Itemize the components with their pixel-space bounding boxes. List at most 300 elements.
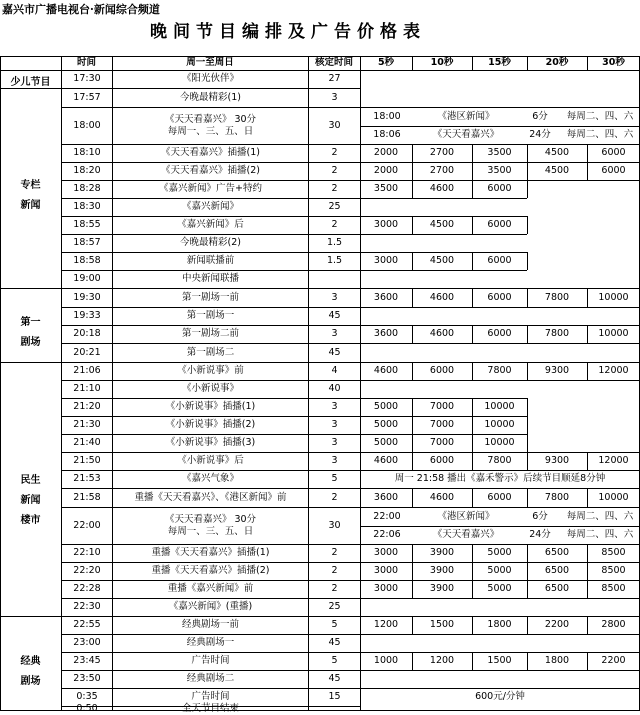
row-border (360, 325, 640, 326)
price-cell: 3600 (373, 328, 399, 339)
row-time: 23:45 (73, 655, 101, 666)
price-cell: 3900 (429, 547, 455, 558)
price-cell: 3000 (373, 565, 399, 576)
note-days: 每周二、四、六 (566, 129, 634, 140)
row-border (61, 544, 360, 545)
note-length: 24分 (529, 129, 551, 140)
row-col-line (360, 198, 361, 216)
column-header: 核定时间 (314, 57, 353, 68)
row-border (61, 562, 360, 563)
row-border (61, 416, 360, 417)
price-cell: 1500 (429, 619, 455, 630)
row-border (360, 380, 640, 381)
price-cell: 6000 (487, 183, 512, 194)
row-duration: 3 (331, 401, 338, 412)
row-time: 21:58 (73, 492, 101, 503)
row-border (360, 288, 640, 289)
row-col-line (360, 634, 361, 652)
row-border (61, 580, 360, 581)
row-time: 21:40 (73, 437, 101, 448)
table-left-border (0, 56, 1, 711)
row-border (61, 307, 360, 308)
price-cell: 3600 (373, 292, 399, 303)
note-length: 6分 (532, 511, 548, 522)
row-duration: 2 (331, 165, 338, 176)
row-duration: 30 (328, 120, 341, 131)
row-col-line (360, 598, 361, 616)
row-border (61, 688, 360, 689)
row-border (360, 688, 640, 689)
section-border (0, 88, 61, 89)
row-border (61, 634, 360, 635)
row-program: 重播《天天看嘉兴》插播(2) (151, 565, 270, 576)
row-border (61, 88, 360, 89)
row-border (360, 434, 527, 435)
row-border (360, 488, 640, 489)
row-program: 《嘉兴气象》 (181, 473, 239, 484)
row-duration: 2 (331, 492, 338, 503)
row-border (61, 616, 360, 617)
price-col-line (527, 252, 528, 270)
row-time: 18:57 (73, 237, 101, 248)
row-duration: 3 (331, 437, 338, 448)
row-col-line (360, 706, 361, 711)
row-duration: 2 (331, 583, 338, 594)
price-cell: 4600 (429, 492, 455, 503)
row-border (360, 562, 640, 563)
row-border (61, 652, 360, 653)
row-time: 21:06 (73, 365, 101, 376)
price-cell: 10000 (484, 419, 515, 430)
row-duration: 3 (331, 455, 338, 466)
row-duration: 2 (331, 547, 338, 558)
row-border (61, 670, 360, 671)
row-duration: 45 (328, 673, 341, 684)
row-duration: 45 (328, 637, 341, 648)
price-cell: 3900 (429, 565, 455, 576)
row-time: 18:20 (73, 165, 101, 176)
price-col-line (527, 216, 528, 234)
price-cell: 6000 (429, 455, 455, 466)
price-cell: 1200 (373, 619, 399, 630)
sub-row-border (360, 126, 640, 127)
price-cell: 10000 (598, 328, 629, 339)
price-cell: 6000 (487, 492, 512, 503)
price-cell: 6000 (487, 255, 512, 266)
price-cell: 5000 (373, 437, 399, 448)
note-time: 18:00 (373, 111, 401, 122)
section-label: 专栏 新闻 (20, 180, 41, 211)
row-border (360, 343, 640, 344)
price-col-line (527, 180, 528, 198)
price-cell: 4600 (429, 328, 455, 339)
price-cell: 4600 (373, 455, 399, 466)
row-duration: 25 (328, 601, 341, 612)
row-time: 17:57 (73, 92, 101, 103)
note-days: 每周二、四、六 (566, 111, 634, 122)
price-cell: 3500 (487, 147, 512, 158)
row-border (360, 162, 640, 163)
price-cell: 1800 (544, 655, 570, 666)
row-time: 22:30 (73, 601, 101, 612)
note-program: 《港区新闻》 (437, 111, 495, 122)
price-cell: 4500 (429, 255, 455, 266)
row-program: 《小新说事》插播(2) (165, 419, 256, 430)
price-cell: 2200 (544, 619, 570, 630)
row-time: 21:10 (73, 383, 101, 394)
column-header: 周一至周日 (186, 57, 234, 68)
row-duration (309, 273, 360, 285)
price-cell: 1000 (373, 655, 399, 666)
row-program: 今晚最精彩(2) (180, 237, 241, 248)
row-program: 《嘉兴新闻》 (181, 201, 239, 212)
price-cell: 4500 (429, 219, 455, 230)
row-border (360, 634, 640, 635)
price-cell: 8500 (601, 547, 626, 558)
channel-name: 嘉兴市广播电视台·新闻综合频道 (2, 3, 160, 16)
row-border (360, 470, 640, 471)
section-label: 第一 剧场 (20, 317, 41, 348)
price-cell: 6500 (544, 583, 570, 594)
row-duration: 3 (331, 92, 338, 103)
row-program: 《阳光伙伴》 (181, 73, 239, 84)
price-cell: 6000 (601, 165, 626, 176)
column-header: 15秒 (488, 57, 511, 68)
column-header: 20秒 (545, 57, 569, 68)
section-label: 少儿节目 (10, 77, 51, 88)
row-time: 18:00 (73, 120, 101, 131)
note-program: 《天天看嘉兴》 (432, 129, 500, 140)
row-program: 《嘉兴新闻》(重播) (168, 601, 253, 612)
row-border (61, 198, 360, 199)
row-time: 18:55 (73, 219, 101, 230)
price-cell: 10000 (484, 401, 515, 412)
weather-note: 周一 21:58 播出《嘉禾警示》后续节目顺延8分钟 (394, 473, 606, 484)
row-border (61, 488, 360, 489)
price-cell: 6000 (487, 219, 512, 230)
section-border (0, 362, 61, 363)
row-border (61, 343, 360, 344)
price-cell: 9300 (544, 365, 570, 376)
row-col-line (360, 270, 361, 288)
price-cell: 7800 (544, 328, 570, 339)
row-border (360, 234, 527, 235)
section-border (0, 616, 61, 617)
price-cell: 5000 (487, 583, 512, 594)
price-cell: 9300 (544, 455, 570, 466)
row-border (61, 362, 360, 363)
price-cell: 2700 (429, 165, 455, 176)
price-cell: 2000 (373, 165, 399, 176)
price-cell: 12000 (598, 365, 629, 376)
row-program: 中央新闻联播 (181, 273, 239, 284)
price-cell: 7000 (429, 437, 455, 448)
row-program: 《天天看嘉兴》 30分 每周一、三、五、日 (164, 114, 257, 137)
row-duration: 2 (331, 565, 338, 576)
row-duration: 1.5 (326, 255, 343, 266)
price-cell: 10000 (598, 492, 629, 503)
price-cell: 1200 (429, 655, 455, 666)
row-border (360, 252, 527, 253)
row-time: 22:28 (73, 583, 101, 594)
price-cell: 7000 (429, 401, 455, 412)
note-program: 《港区新闻》 (437, 511, 495, 522)
row-time: 18:58 (73, 255, 101, 266)
row-program: 第一剧场二 (186, 347, 235, 358)
row-border (61, 234, 360, 235)
row-time: 18:10 (73, 147, 101, 158)
row-col-line (360, 380, 361, 398)
row-duration: 15 (328, 691, 341, 702)
row-program: 《小新说事》前 (177, 365, 244, 376)
row-program: 全天节目结束 (181, 703, 239, 714)
price-cell: 3600 (373, 492, 399, 503)
row-border (61, 288, 360, 289)
price-cell: 4600 (373, 365, 399, 376)
row-border (360, 198, 527, 199)
row-time: 23:50 (73, 673, 101, 684)
row-border (360, 270, 527, 271)
row-border (61, 380, 360, 381)
price-cell: 5000 (487, 565, 512, 576)
row-duration: 25 (328, 201, 341, 212)
price-cell: 3900 (429, 583, 455, 594)
price-cell: 7800 (487, 365, 512, 376)
row-col-line (360, 70, 361, 88)
price-cell: 8500 (601, 583, 626, 594)
row-duration: 40 (328, 383, 341, 394)
row-program: 《嘉兴新闻》广告+特约 (159, 183, 262, 194)
column-header: 5秒 (377, 57, 395, 68)
row-duration: 30 (328, 520, 341, 531)
section-label: 经典 剧场 (20, 656, 41, 687)
price-cell: 5000 (373, 401, 399, 412)
row-time: 0:50 (76, 703, 98, 714)
note-days: 每周二、四、六 (566, 511, 634, 522)
row-col-line (360, 343, 361, 362)
row-time: 20:21 (73, 347, 101, 358)
row-program: 广告时间 (191, 655, 230, 666)
row-program: 《小新说事》 (181, 383, 239, 394)
row-duration: 2 (331, 147, 338, 158)
note-time: 18:06 (373, 129, 401, 140)
row-program: 经典剧场一前 (181, 619, 239, 630)
row-program: 《天天看嘉兴》 30分 每周一、三、五、日 (164, 514, 257, 537)
row-border (360, 144, 640, 145)
row-border (61, 162, 360, 163)
row-time: 18:30 (73, 201, 101, 212)
row-border (61, 216, 360, 217)
price-cell: 10000 (598, 292, 629, 303)
price-cell: 7800 (544, 292, 570, 303)
row-duration: 5 (331, 619, 338, 630)
row-border (360, 580, 640, 581)
row-border (61, 598, 360, 599)
price-cell: 1800 (487, 619, 512, 630)
row-program: 重播《嘉兴新闻》前 (167, 583, 254, 594)
row-duration: 3 (331, 328, 338, 339)
row-border (360, 670, 640, 671)
row-time: 21:30 (73, 419, 101, 430)
price-cell: 4500 (544, 147, 570, 158)
row-duration: 5 (331, 473, 338, 484)
row-border (360, 416, 527, 417)
row-time: 0:35 (76, 691, 98, 702)
price-cell: 4500 (544, 165, 570, 176)
price-cell: 3000 (373, 219, 399, 230)
price-cell: 2200 (601, 655, 626, 666)
row-program: 重播《天天看嘉兴》、《港区新闻》前 (134, 492, 287, 503)
row-duration: 2 (331, 219, 338, 230)
price-cell: 6000 (487, 328, 512, 339)
row-time: 19:30 (73, 292, 101, 303)
row-col-line (360, 88, 361, 107)
row-program: 重播《天天看嘉兴》插播(1) (151, 547, 270, 558)
row-time: 21:53 (73, 473, 101, 484)
row-program: 《天天看嘉兴》插播(2) (161, 165, 260, 176)
row-time: 21:50 (73, 455, 101, 466)
row-duration: 3 (331, 292, 338, 303)
row-program: 《小新说事》插播(3) (165, 437, 256, 448)
row-border (360, 544, 640, 545)
row-program: 广告时间 (191, 691, 230, 702)
row-border (360, 452, 640, 453)
row-border (360, 362, 640, 363)
row-border (360, 107, 640, 108)
row-duration: 2 (331, 183, 338, 194)
row-time: 20:18 (73, 328, 101, 339)
price-cell: 6500 (544, 565, 570, 576)
row-program: 经典剧场二 (186, 673, 235, 684)
note-days: 每周二、四、六 (566, 529, 634, 540)
row-program: 第一剧场一 (186, 310, 235, 321)
row-border (61, 70, 360, 71)
row-border (61, 507, 360, 508)
row-time: 23:00 (73, 637, 101, 648)
row-time: 17:30 (73, 73, 101, 84)
row-program: 《小新说事》插播(1) (165, 401, 256, 412)
sub-row-border (360, 526, 640, 527)
row-border (61, 325, 360, 326)
price-cell: 12000 (598, 455, 629, 466)
row-duration: 45 (328, 310, 341, 321)
price-cell: 2800 (601, 619, 626, 630)
price-cell: 1500 (487, 655, 512, 666)
row-program: 新闻联播前 (186, 255, 235, 266)
row-border (61, 107, 360, 108)
section-border (0, 70, 61, 71)
row-program: 《嘉兴新闻》后 (177, 219, 244, 230)
note-time: 22:06 (373, 529, 401, 540)
row-border (61, 180, 360, 181)
price-cell: 4600 (429, 183, 455, 194)
row-program: 《天天看嘉兴》插播(1) (161, 147, 260, 158)
price-col-line (527, 416, 528, 434)
section-border (0, 288, 61, 289)
note-length: 24分 (529, 529, 551, 540)
row-border (360, 616, 640, 617)
late-price-note: 600元/分钟 (475, 691, 525, 702)
price-cell: 3000 (373, 255, 399, 266)
price-cell: 6500 (544, 547, 570, 558)
price-cell: 3000 (373, 583, 399, 594)
row-time: 22:20 (73, 565, 101, 576)
price-cell: 5000 (373, 419, 399, 430)
row-time: 19:00 (73, 273, 101, 284)
row-time: 21:20 (73, 401, 101, 412)
row-duration: 45 (328, 347, 341, 358)
price-cell: 5000 (487, 547, 512, 558)
row-border (61, 252, 360, 253)
note-time: 22:00 (373, 511, 401, 522)
row-duration: 3 (331, 419, 338, 430)
row-program: 第一剧场二前 (181, 328, 239, 339)
row-duration: 27 (328, 73, 341, 84)
row-border (61, 452, 360, 453)
price-cell: 6000 (601, 147, 626, 158)
page-title: 晚间节目编排及广告价格表 (150, 22, 426, 42)
row-border (360, 307, 640, 308)
price-cell: 3000 (373, 547, 399, 558)
row-border (360, 180, 527, 181)
note-length: 6分 (532, 111, 548, 122)
row-border (61, 434, 360, 435)
column-header: 30秒 (602, 57, 625, 68)
row-program: 第一剧场一前 (181, 292, 239, 303)
row-border (360, 507, 640, 508)
price-cell: 2000 (373, 147, 399, 158)
section-label: 民生 新闻 楼市 (20, 475, 41, 526)
row-time: 19:33 (73, 310, 101, 321)
row-border (360, 652, 640, 653)
row-border (61, 144, 360, 145)
price-cell: 7800 (487, 455, 512, 466)
row-time: 22:10 (73, 547, 101, 558)
row-col-line (360, 670, 361, 688)
row-time: 18:28 (73, 183, 101, 194)
price-cell: 4600 (429, 292, 455, 303)
row-duration (309, 703, 360, 715)
row-program: 经典剧场一 (186, 637, 235, 648)
row-col-line (360, 307, 361, 325)
price-cell: 8500 (601, 565, 626, 576)
row-border (360, 598, 640, 599)
row-program: 今晚最精彩(1) (180, 92, 241, 103)
price-cell: 3500 (373, 183, 399, 194)
row-border (360, 398, 527, 399)
price-cell: 6000 (487, 292, 512, 303)
row-duration: 1.5 (326, 237, 343, 248)
row-border (360, 216, 527, 217)
note-program: 《天天看嘉兴》 (432, 529, 500, 540)
row-border (61, 470, 360, 471)
row-duration: 5 (331, 655, 338, 666)
row-time: 22:55 (73, 619, 101, 630)
price-cell: 7800 (544, 492, 570, 503)
price-col-line (527, 398, 528, 416)
price-col-line (527, 434, 528, 452)
row-time: 22:00 (73, 520, 101, 531)
row-col-line (360, 234, 361, 252)
row-duration: 4 (331, 365, 338, 376)
row-border (61, 398, 360, 399)
price-cell: 6000 (429, 365, 455, 376)
price-cell: 7000 (429, 419, 455, 430)
column-header: 10秒 (430, 57, 454, 68)
row-program: 《小新说事》后 (177, 455, 244, 466)
price-cell: 10000 (484, 437, 515, 448)
column-header: 时间 (76, 57, 96, 68)
